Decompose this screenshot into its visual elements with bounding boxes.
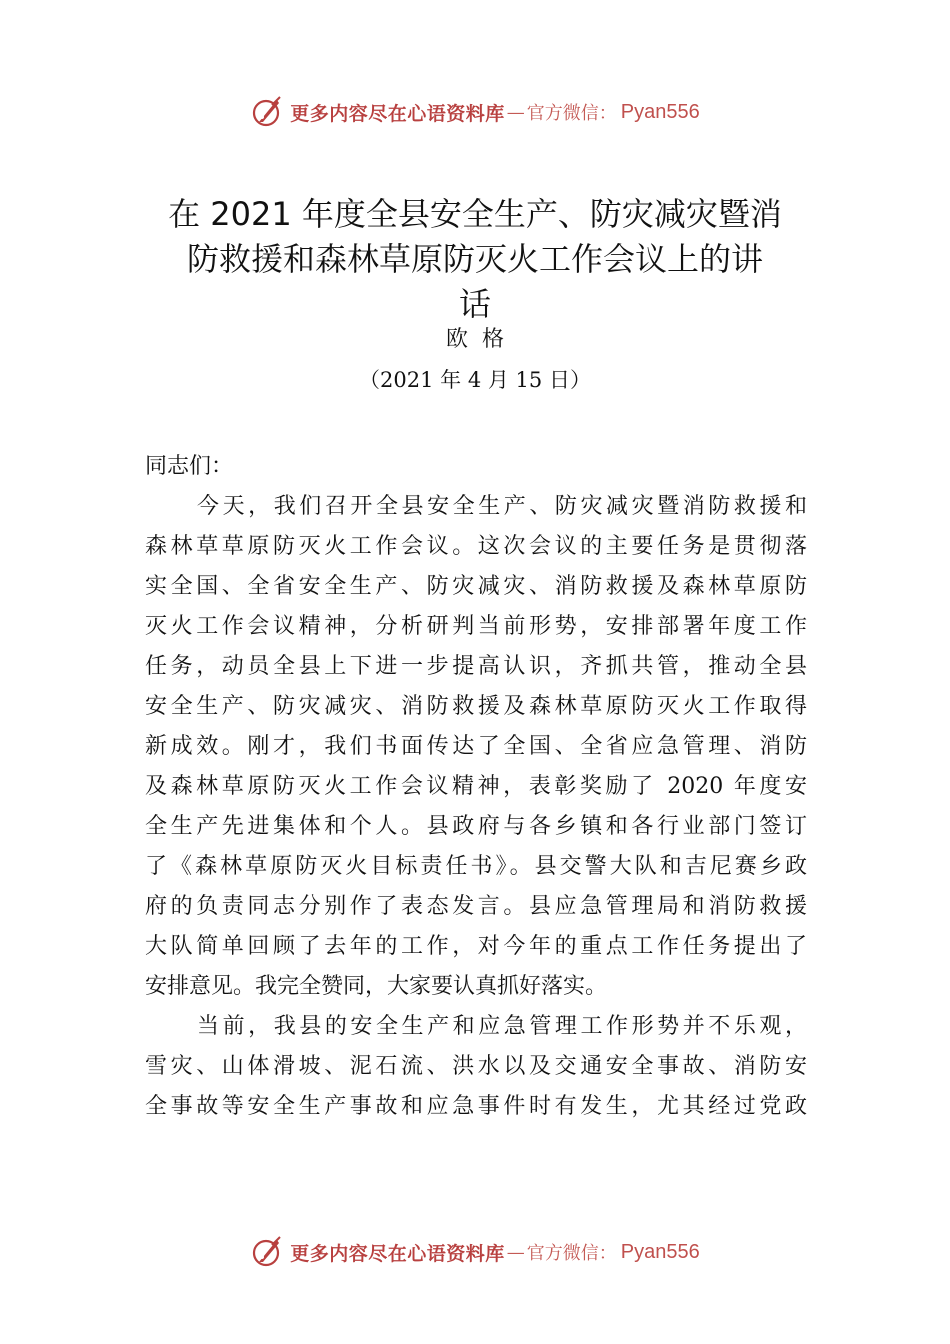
paragraph-line: 灭火工作会议精神，分析研判当前形势，安排部署年度工作 <box>145 614 807 639</box>
paragraph-line: 了《森林草原防灭火目标责任书》。县交警大队和吉尼赛乡政 <box>145 854 807 879</box>
paragraph-line: 安全生产、防灾减灾、消防救援及森林草原防灭火工作取得 <box>145 694 807 719</box>
title-line: 在 2021 年度全县安全生产、防灾减灾暨消 <box>168 195 782 233</box>
paragraph-line: 安排意见。我完全赞同，大家要认真抓好落实。 <box>145 974 608 999</box>
title-line: 话 <box>458 285 491 323</box>
paragraph-line: 及森林草原防灭火工作会议精神，表彰奖励了 2020 年度安 <box>145 774 807 799</box>
paragraph-line: 全事故等安全生产事故和应急事件时有发生，尤其经过党政 <box>145 1094 807 1119</box>
quill-logo-icon <box>250 95 284 129</box>
paragraph-line: 任务，动员全县上下进一步提高认识，齐抓共管，推动全县 <box>145 654 807 679</box>
footer-banner <box>0 1232 950 1272</box>
title-line: 防救援和森林草原防灭火工作会议上的讲 <box>186 240 763 278</box>
paragraph-line: 大队简单回顾了去年的工作，对今年的重点工作任务提出了 <box>145 934 807 959</box>
paragraph-line: 新成效。刚才，我们书面传达了全国、全省应急管理、消防 <box>145 734 807 759</box>
banner-slogan: 更多内容尽在心语资料库 <box>290 102 505 125</box>
paragraph-line: 今天，我们召开全县安全生产、防灾减灾暨消防救援和 <box>197 494 807 519</box>
banner-wechat-label: 官方微信： <box>526 103 617 124</box>
header-banner <box>0 92 950 132</box>
paragraph-line: 当前，我县的安全生产和应急管理工作形势并不乐观， <box>197 1014 807 1039</box>
paragraph-line: 全生产先进集体和个人。县政府与各乡镇和各行业部门签订 <box>145 814 807 839</box>
banner-wechat-label: 官方微信： <box>526 1243 617 1264</box>
quill-logo-icon <box>250 1235 284 1269</box>
banner-separator: — <box>506 101 525 123</box>
paragraph-line: 森林草草原防灭火工作会议。这次会议的主要任务是贯彻落 <box>145 534 807 559</box>
paragraph-line: 雪灾、山体滑坡、泥石流、洪水以及交通安全事故、消防安 <box>145 1054 807 1079</box>
document-title <box>130 192 820 327</box>
document-body <box>145 447 807 1127</box>
author-name: 欧格 <box>445 327 518 352</box>
banner-slogan: 更多内容尽在心语资料库 <box>290 1242 505 1265</box>
salutation: 同志们： <box>145 454 234 479</box>
banner-wechat-id: Pyan556 <box>620 100 700 123</box>
banner-separator: — <box>506 1241 525 1263</box>
paragraph-line: 府的负责同志分别作了表态发言。县应急管理局和消防救援 <box>145 894 807 919</box>
speech-date: （2021 年 4 月 15 日） <box>359 368 591 392</box>
banner-wechat-id: Pyan556 <box>620 1240 700 1263</box>
paragraph-line: 实全国、全省安全生产、防灾减灾、消防救援及森林草原防 <box>145 574 807 599</box>
